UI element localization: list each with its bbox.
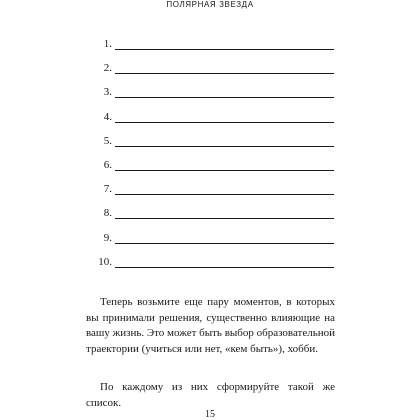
blank-answer-line xyxy=(115,97,334,98)
blank-answer-line xyxy=(115,218,334,219)
blank-answer-line xyxy=(115,194,334,195)
list-item-number: 3. xyxy=(103,86,112,99)
list-item-number: 6. xyxy=(103,159,112,171)
list-item-number: 7. xyxy=(103,183,112,196)
blank-answer-line xyxy=(115,170,334,171)
list-item xyxy=(0,182,420,196)
list-item-number: 4. xyxy=(103,110,112,123)
list-item xyxy=(0,61,420,75)
list-item-number: 8. xyxy=(103,207,112,220)
list-item-number: 1. xyxy=(103,38,112,50)
list-item-number: 10. xyxy=(98,255,112,268)
page-number: 15 xyxy=(205,409,215,420)
body-paragraph: По каждому из них сформируйте такой же список. xyxy=(86,381,335,409)
blank-answer-line xyxy=(115,49,334,50)
list-item xyxy=(0,206,420,220)
blank-answer-line xyxy=(115,122,334,123)
blank-answer-line xyxy=(115,267,334,268)
blank-answer-line xyxy=(115,73,334,74)
list-item xyxy=(0,158,420,172)
blank-answer-line xyxy=(115,146,334,147)
list-item-number: 5. xyxy=(103,134,112,147)
blank-answer-line xyxy=(115,243,334,244)
list-item-number: 2. xyxy=(103,62,112,75)
body-paragraph: Теперь возьмите еще пару моментов, в которых вы принимали решения, существенно влияющие на вашу жизнь. Это может быть выбор образовательной траектории (учиться или нет, «кем быть»), хобби. xyxy=(86,296,336,355)
list-item xyxy=(0,37,420,51)
list-item xyxy=(0,255,420,269)
list-item xyxy=(0,231,420,245)
list-item xyxy=(0,134,420,148)
list-item xyxy=(0,85,420,99)
list-item xyxy=(0,110,420,124)
list-item-number: 9. xyxy=(103,231,112,244)
running-header: ПОЛЯРНАЯ ЗВЕЗДА xyxy=(166,0,254,9)
